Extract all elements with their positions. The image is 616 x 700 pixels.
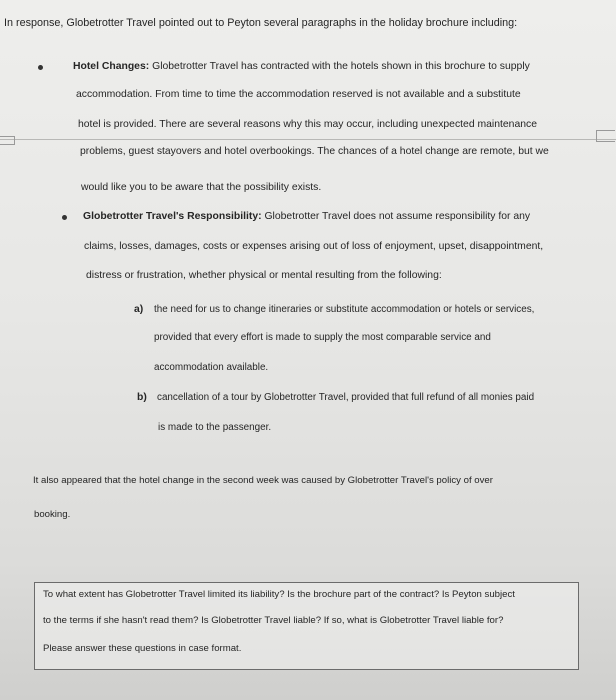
also-line-2: booking. — [34, 509, 71, 520]
intro-paragraph: In response, Globetrotter Travel pointed out to Peyton several paragraphs in the holiday brochure including: — [4, 17, 518, 29]
page-fold-line — [0, 139, 616, 140]
question-box — [34, 582, 579, 670]
sub-item-a-line-2: provided that every effort is made to supply the most comparable service and — [154, 332, 491, 343]
responsibility-line-3: distress or frustration, whether physical or mental resulting from the following: — [86, 270, 442, 281]
hotel-changes-line-1: Hotel Changes: Globetrotter Travel has contracted with the hotels shown in this brochure to supply — [73, 61, 530, 72]
sub-item-a-line-3: accommodation available. — [154, 362, 269, 373]
also-line-1: It also appeared that the hotel change in the second week was caused by Globetrotter Travel's policy of over — [33, 475, 493, 486]
hotel-changes-line-4: problems, guest stayovers and hotel overbookings. The chances of a hotel change are remote, but we — [80, 146, 549, 157]
bullet-dot — [62, 215, 67, 220]
question-line-1: To what extent has Globetrotter Travel limited its liability? Is the brochure part of the contract? Is Peyton subject — [43, 589, 515, 600]
bullet-dot — [38, 65, 43, 70]
sub-item-b-marker: b) — [137, 392, 147, 403]
sub-item-a-line-1: the need for us to change itineraries or substitute accommodation or hotels or services, — [154, 304, 535, 315]
ruler-marker-left — [0, 136, 15, 145]
responsibility-line-1: Globetrotter Travel's Responsibility: Globetrotter Travel does not assume responsibility for any — [83, 211, 531, 222]
responsibility-heading: Globetrotter Travel's Responsibility: — [83, 211, 262, 222]
responsibility-line-2: claims, losses, damages, costs or expenses arising out of loss of enjoyment, upset, disappointment, — [84, 241, 544, 252]
hotel-changes-heading: Hotel Changes: — [73, 61, 150, 72]
question-line-3: Please answer these questions in case format. — [43, 643, 242, 654]
hotel-changes-line-2: accommodation. From time to time the accommodation reserved is not available and a substitute — [76, 89, 521, 100]
sub-item-b-line-1: cancellation of a tour by Globetrotter Travel, provided that full refund of all monies paid — [157, 392, 535, 403]
ruler-marker-right — [596, 130, 615, 142]
hotel-changes-line-3: hotel is provided. There are several reasons why this may occur, including unexpected maintenance — [78, 119, 537, 130]
sub-item-b-line-2: is made to the passenger. — [158, 422, 272, 433]
question-line-2: to the terms if she hasn't read them? Is Globetrotter Travel liable? If so, what is Globetrotter Travel liable for? — [43, 615, 504, 626]
hotel-changes-line-5: would like you to be aware that the possibility exists. — [81, 182, 322, 193]
sub-item-a-marker: a) — [134, 304, 144, 315]
